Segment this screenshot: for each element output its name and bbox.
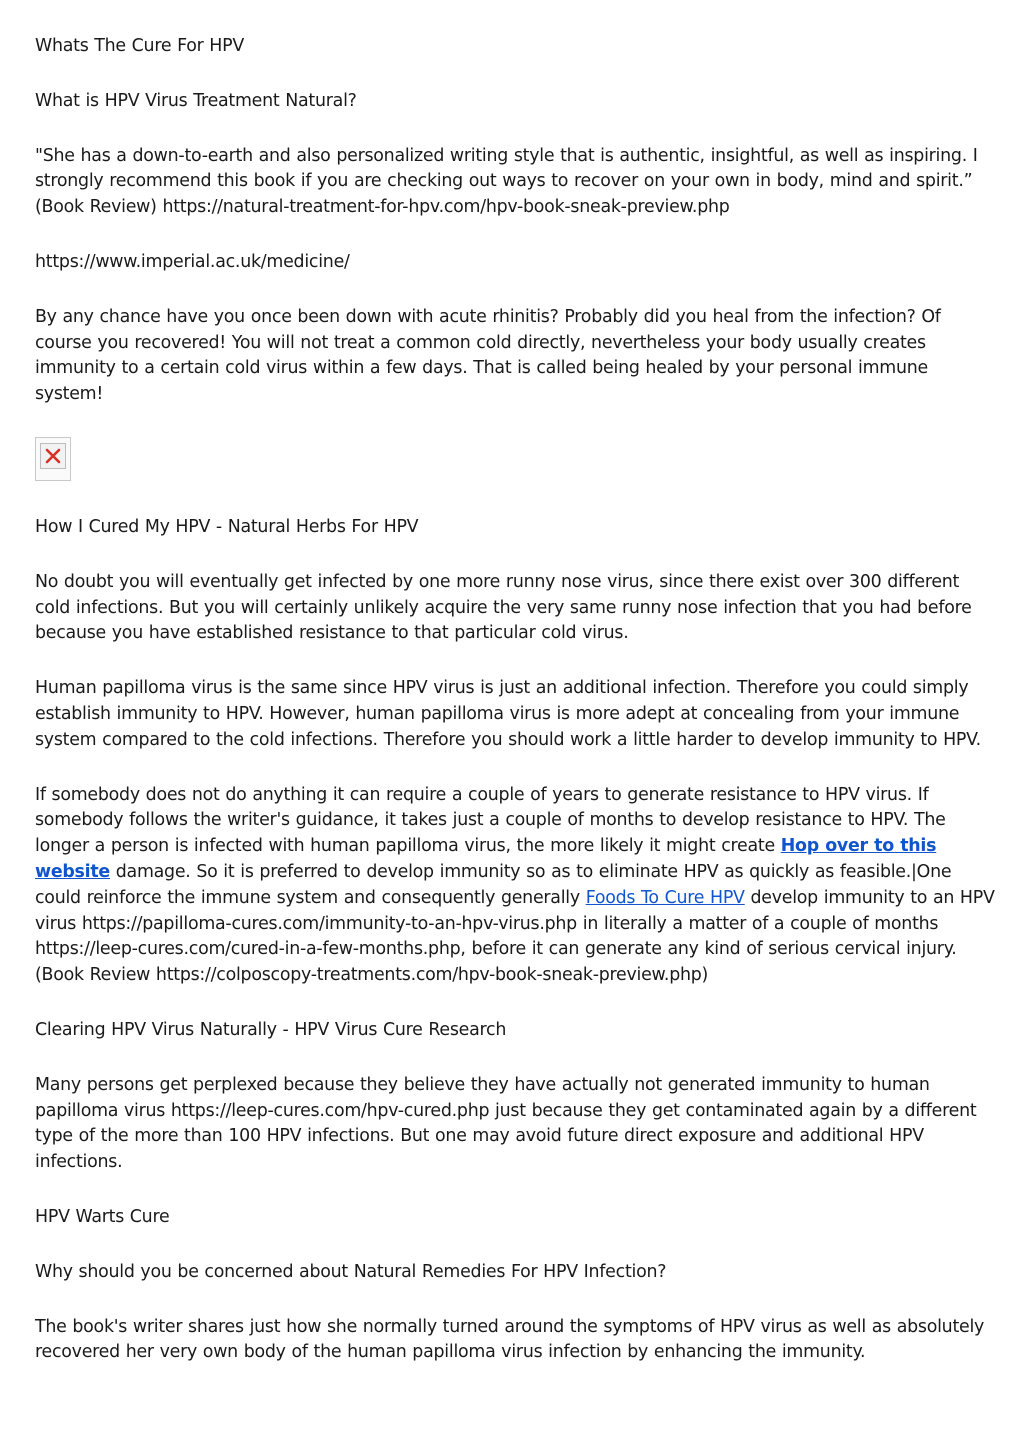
document-body bbox=[35, 34, 995, 1395]
heading-natural-remedies: Why should you be concerned about Natural Remedies For HPV Infection? bbox=[35, 1261, 667, 1282]
broken-image-frame bbox=[40, 443, 66, 469]
text-segment: damage. So it is preferred to develop immunity so as to eliminate HPV as quickly as feasible.|One could reinforce the immune system and consequently generally bbox=[35, 861, 952, 908]
hop-over-link[interactable]: Hop over to this website bbox=[35, 836, 937, 882]
red-x-icon bbox=[44, 447, 62, 465]
paragraph-book-writer: The book's writer shares just how she normally turned around the symptoms of HPV virus as well as absolutely recovered her very own body of the human papilloma virus infection by enhancing the immunity. bbox=[35, 1316, 985, 1363]
foods-to-cure-hpv-link[interactable]: Foods To Cure HPV bbox=[585, 887, 745, 908]
imperial-url-text: https://www.imperial.ac.uk/medicine/ bbox=[35, 251, 350, 272]
book-review-quote: "She has a down-to-earth and also personalized writing style that is authentic, insightful, as well as inspiring. I strongly recommend this book if you are checking out ways to recover on your own in body, mind and spirit.” (Book Review) https://natural-treatment-for-hpv.com/hpv-book-sneak-preview.php bbox=[35, 145, 978, 218]
heading-warts-cure: HPV Warts Cure bbox=[35, 1206, 170, 1227]
heading-treatment-natural: What is HPV Virus Treatment Natural? bbox=[35, 90, 357, 111]
broken-image-icon bbox=[35, 437, 71, 481]
paragraph-cold-infections: No doubt you will eventually get infected by one more runny nose virus, since there exist over 300 different cold infections. But you will certainly unlikely acquire the very same runny nose infection that you had before because you have established resistance to that particular cold virus. bbox=[35, 571, 972, 644]
heading-how-i-cured: How I Cured My HPV - Natural Herbs For HPV bbox=[35, 516, 419, 537]
paragraph-acute-rhinitis: By any chance have you once been down with acute rhinitis? Probably did you heal from the infection? Of course you recovered! You will not treat a common cold directly, nevertheless your body usually creates immunity to a certain cold virus within a few days. That is called being healed by your personal immune system! bbox=[35, 306, 941, 405]
paragraph-perplexed: Many persons get perplexed because they believe they have actually not generated immunity to human papilloma virus https://leep-cures.com/hpv-cured.php just because they get contaminated again by a different type of the more than 100 HPV infections. But one may avoid future direct exposure and additional HPV infections. bbox=[35, 1074, 977, 1173]
heading-clearing-hpv: Clearing HPV Virus Naturally - HPV Virus Cure Research bbox=[35, 1019, 507, 1040]
paragraph-papilloma-immunity: Human papilloma virus is the same since HPV virus is just an additional infection. Therefore you could simply establish immunity to HPV. However, human papilloma virus is more adept at concealing from your immune system compared to the cold infections. Therefore you should work a little harder to develop immunity to HPV. bbox=[35, 678, 981, 750]
page-title: Whats The Cure For HPV bbox=[35, 36, 244, 56]
text-segment: If somebody does not do anything it can require a couple of years to generate resistance to HPV virus. If somebody follows the writer's guidance, it takes just a couple of months to develop resistance to HPV. The longer a person is infected with human papilloma virus, the more likely it might create bbox=[35, 784, 946, 857]
paragraph-resistance bbox=[35, 783, 995, 989]
text-segment: develop immunity to an HPV virus https://papilloma-cures.com/immunity-to-an-hpv-virus.php in literally a matter of a couple of months https://leep-cures.com/cured-in-a-few-months.php, before it can generate any kind of serious cervical injury. (Book Review https://colposcopy-treatments.com/hpv-book-sneak-preview.php) bbox=[35, 887, 995, 986]
